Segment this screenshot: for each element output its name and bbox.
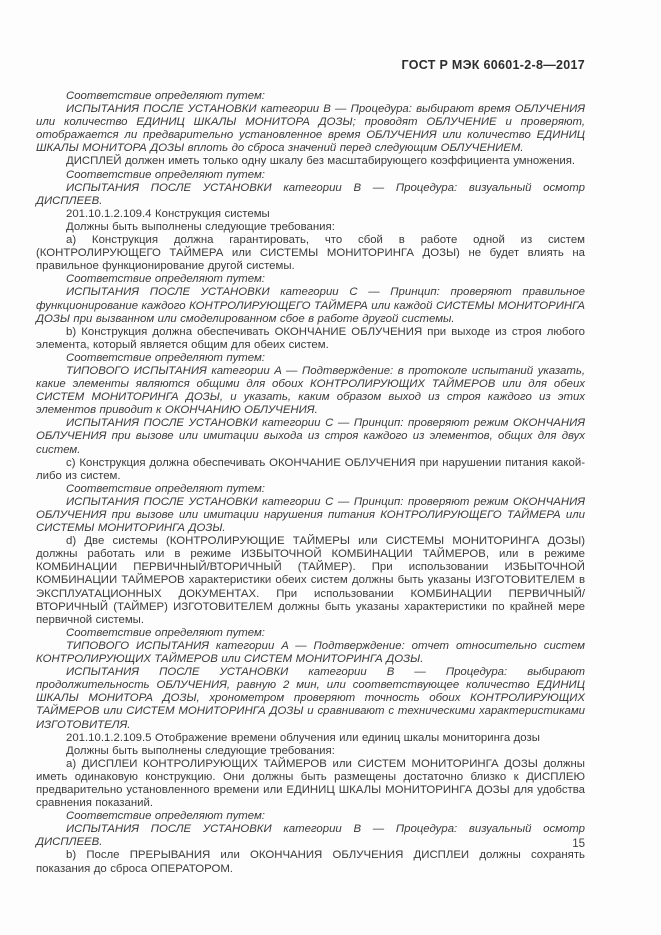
paragraph: Соответствие определяют путем: [66,626,265,639]
paragraph: Соответствие определяют путем: [66,482,265,495]
paragraph: Соответствие определяют путем: [66,90,265,102]
paragraph: Соответствие определяют путем: [66,351,265,364]
paragraph: d) Две системы (КОНТРОЛИРУЮЩИЕ ТАЙМЕРЫ или СИСТЕМЫ МОНИТОРИНГА ДОЗЫ) должны работать или в режиме ИЗБЫТОЧНОЙ КОМБИНАЦИИ ТАЙМЕРОВ, или в режиме КОМБИНАЦИИ ПЕРВИЧНЫЙ/ВТОРИЧНЫЙ (ТАЙМЕР). При использовании ИЗБЫТОЧНОЙ КОМБИНАЦИИ ТАЙМЕРОВ характеристики обеих систем должны быть указаны ИЗГОТОВИТЕЛЕМ в ЭКСПЛУАТАЦИОННЫХ ДОКУМЕНТАХ. При использовании КОМБИНАЦИИ ПЕРВИЧНЫЙ/ВТОРИЧНЫЙ (ТАЙМЕР) ИЗГОТОВИТЕЛЕМ должны быть указаны характеристики по крайней мере первичной системы. [36,535,585,626]
paragraph: 201.10.1.2.109.4 Конструкция системы [66,207,270,220]
paragraph: Должны быть выполнены следующие требования: [66,744,335,757]
paragraph: а) Конструкция должна гарантировать, что сбой в работе одной из систем (КОНТРОЛИРУЮЩЕГО ТАЙМЕРА или СИСТЕМЫ МОНИТОРИНГА ДОЗЫ) не будет влиять на правильное функционирование другой системы. [36,234,585,273]
paragraph: ИСПЫТАНИЯ ПОСЛЕ УСТАНОВКИ категории B — Процедура: визуальный осмотр ДИСПЛЕЕВ. [36,823,585,849]
paragraph: ИСПЫТАНИЯ ПОСЛЕ УСТАНОВКИ категории B — Процедура: визуальный осмотр ДИСПЛЕЕВ. [36,181,585,207]
paragraph: а) ДИСПЛЕИ КОНТРОЛИРУЮЩИХ ТАЙМЕРОВ или СИСТЕМ МОНИТОРИНГА ДОЗЫ должны иметь одинаковую конструкцию. Они должны быть размещены достаточно близко к ДИСПЛЕЮ предварительно установленного времени или ЕДИНИЦ ШКАЛЫ МОНИТОРИНГА ДОЗЫ для удобства сравнения показаний. [36,757,585,810]
standard-designation-header: ГОСТ Р МЭК 60601-2-8—2017 [401,58,585,72]
paragraph: ТИПОВОГО ИСПЫТАНИЯ категории A — Подтверждение: отчет относительно систем КОНТРОЛИРУЮЩИХ ТАЙМЕРОВ или СИСТЕМ МОНИТОРИНГА ДОЗЫ. [36,639,585,666]
document-body [36,90,585,876]
paragraph: Соответствие определяют путем: [66,273,265,286]
paragraph: 201.10.1.2.109.5 Отображение времени облучения или единиц шкалы мониторинга дозы [66,731,540,744]
paragraph: b) Конструкция должна обеспечивать ОКОНЧАНИЕ ОБЛУЧЕНИЯ при выходе из строя любого элемента, который является общим для обеих систем. [36,325,585,351]
paragraph: b) После ПРЕРЫВАНИЯ или ОКОНЧАНИЯ ОБЛУЧЕНИЯ ДИСПЛЕИ должны сохранять показания до сброса ОПЕРАТОРОМ. [36,849,585,875]
paragraph: ТИПОВОГО ИСПЫТАНИЯ категории A — Подтверждение: в протоколе испытаний указать, какие элементы являются общими для обоих КОНТРОЛИРУЮЩИХ ТАЙМЕРОВ или для обеих СИСТЕМ МОНИТОРИНГА ДОЗЫ, и указать, каким образом выход из строя каждого из этих элементов приводит к ОКОНЧАНИЮ ОБЛУЧЕНИЯ. [36,364,585,417]
paragraph: Соответствие определяют путем: [66,168,265,181]
paragraph: c) Конструкция должна обеспечивать ОКОНЧАНИЕ ОБЛУЧЕНИЯ при нарушении питания какой-либо из систем. [36,456,585,482]
paragraph: Соответствие определяют путем: [66,810,265,823]
paragraph: Должны быть выполнены следующие требования: [66,220,335,233]
paragraph: ИСПЫТАНИЯ ПОСЛЕ УСТАНОВКИ категории B — Процедура: выбирают время ОБЛУЧЕНИЯ или количество ЕДИНИЦ ШКАЛЫ МОНИТОРА ДОЗЫ; проводят ОБЛУЧЕНИЕ и проверяют, отображается ли предварительно установленное время ОБЛУЧЕНИЯ или количество ЕДИНИЦ ШКАЛЫ МОНИТОРА ДОЗЫ вплоть до сброса значений перед следующим ОБЛУЧЕНИЕМ. [36,103,585,155]
paragraph: ИСПЫТАНИЯ ПОСЛЕ УСТАНОВКИ категории C — Принцип: проверяют режим ОКОНЧАНИЯ ОБЛУЧЕНИЯ при вызове или имитации выхода из строя каждого из элементов, общих для двух систем. [36,417,585,456]
paragraph: ИСПЫТАНИЯ ПОСЛЕ УСТАНОВКИ категории C — Принцип: проверяют режим ОКОНЧАНИЯ ОБЛУЧЕНИЯ при вызове или имитации нарушения питания КОНТРОЛИРУЮЩЕГО ТАЙМЕРА или СИСТЕМЫ МОНИТОРИНГА ДОЗЫ. [36,495,585,535]
page-number: 15 [572,838,585,850]
paragraph: ИСПЫТАНИЯ ПОСЛЕ УСТАНОВКИ категории B — Процедура: выбирают продолжительность ОБЛУЧЕНИЯ, равную 2 мин, или соответствующее количество ЕДИНИЦ ШКАЛЫ МОНИТОРА ДОЗЫ, хронометром проверяют точность обоих КОНТРОЛИРУЮЩИХ ТАЙМЕРОВ или СИСТЕМ МОНИТОРИНГА ДОЗЫ и сравнивают с техническими характеристиками ИЗГОТОВИТЕЛЯ. [36,666,585,731]
paragraph: ДИСПЛЕЙ должен иметь только одну шкалу без масштабирующего коэффициента умножения. [66,155,576,168]
paragraph: ИСПЫТАНИЯ ПОСЛЕ УСТАНОВКИ категории C — Принцип: проверяют правильное функционирование каждого КОНТРОЛИРУЮЩЕГО ТАЙМЕРА или каждой СИСТЕМЫ МОНИТОРИНГА ДОЗЫ при вызванном или смоделированном сбое в работе другой системы. [36,286,585,325]
